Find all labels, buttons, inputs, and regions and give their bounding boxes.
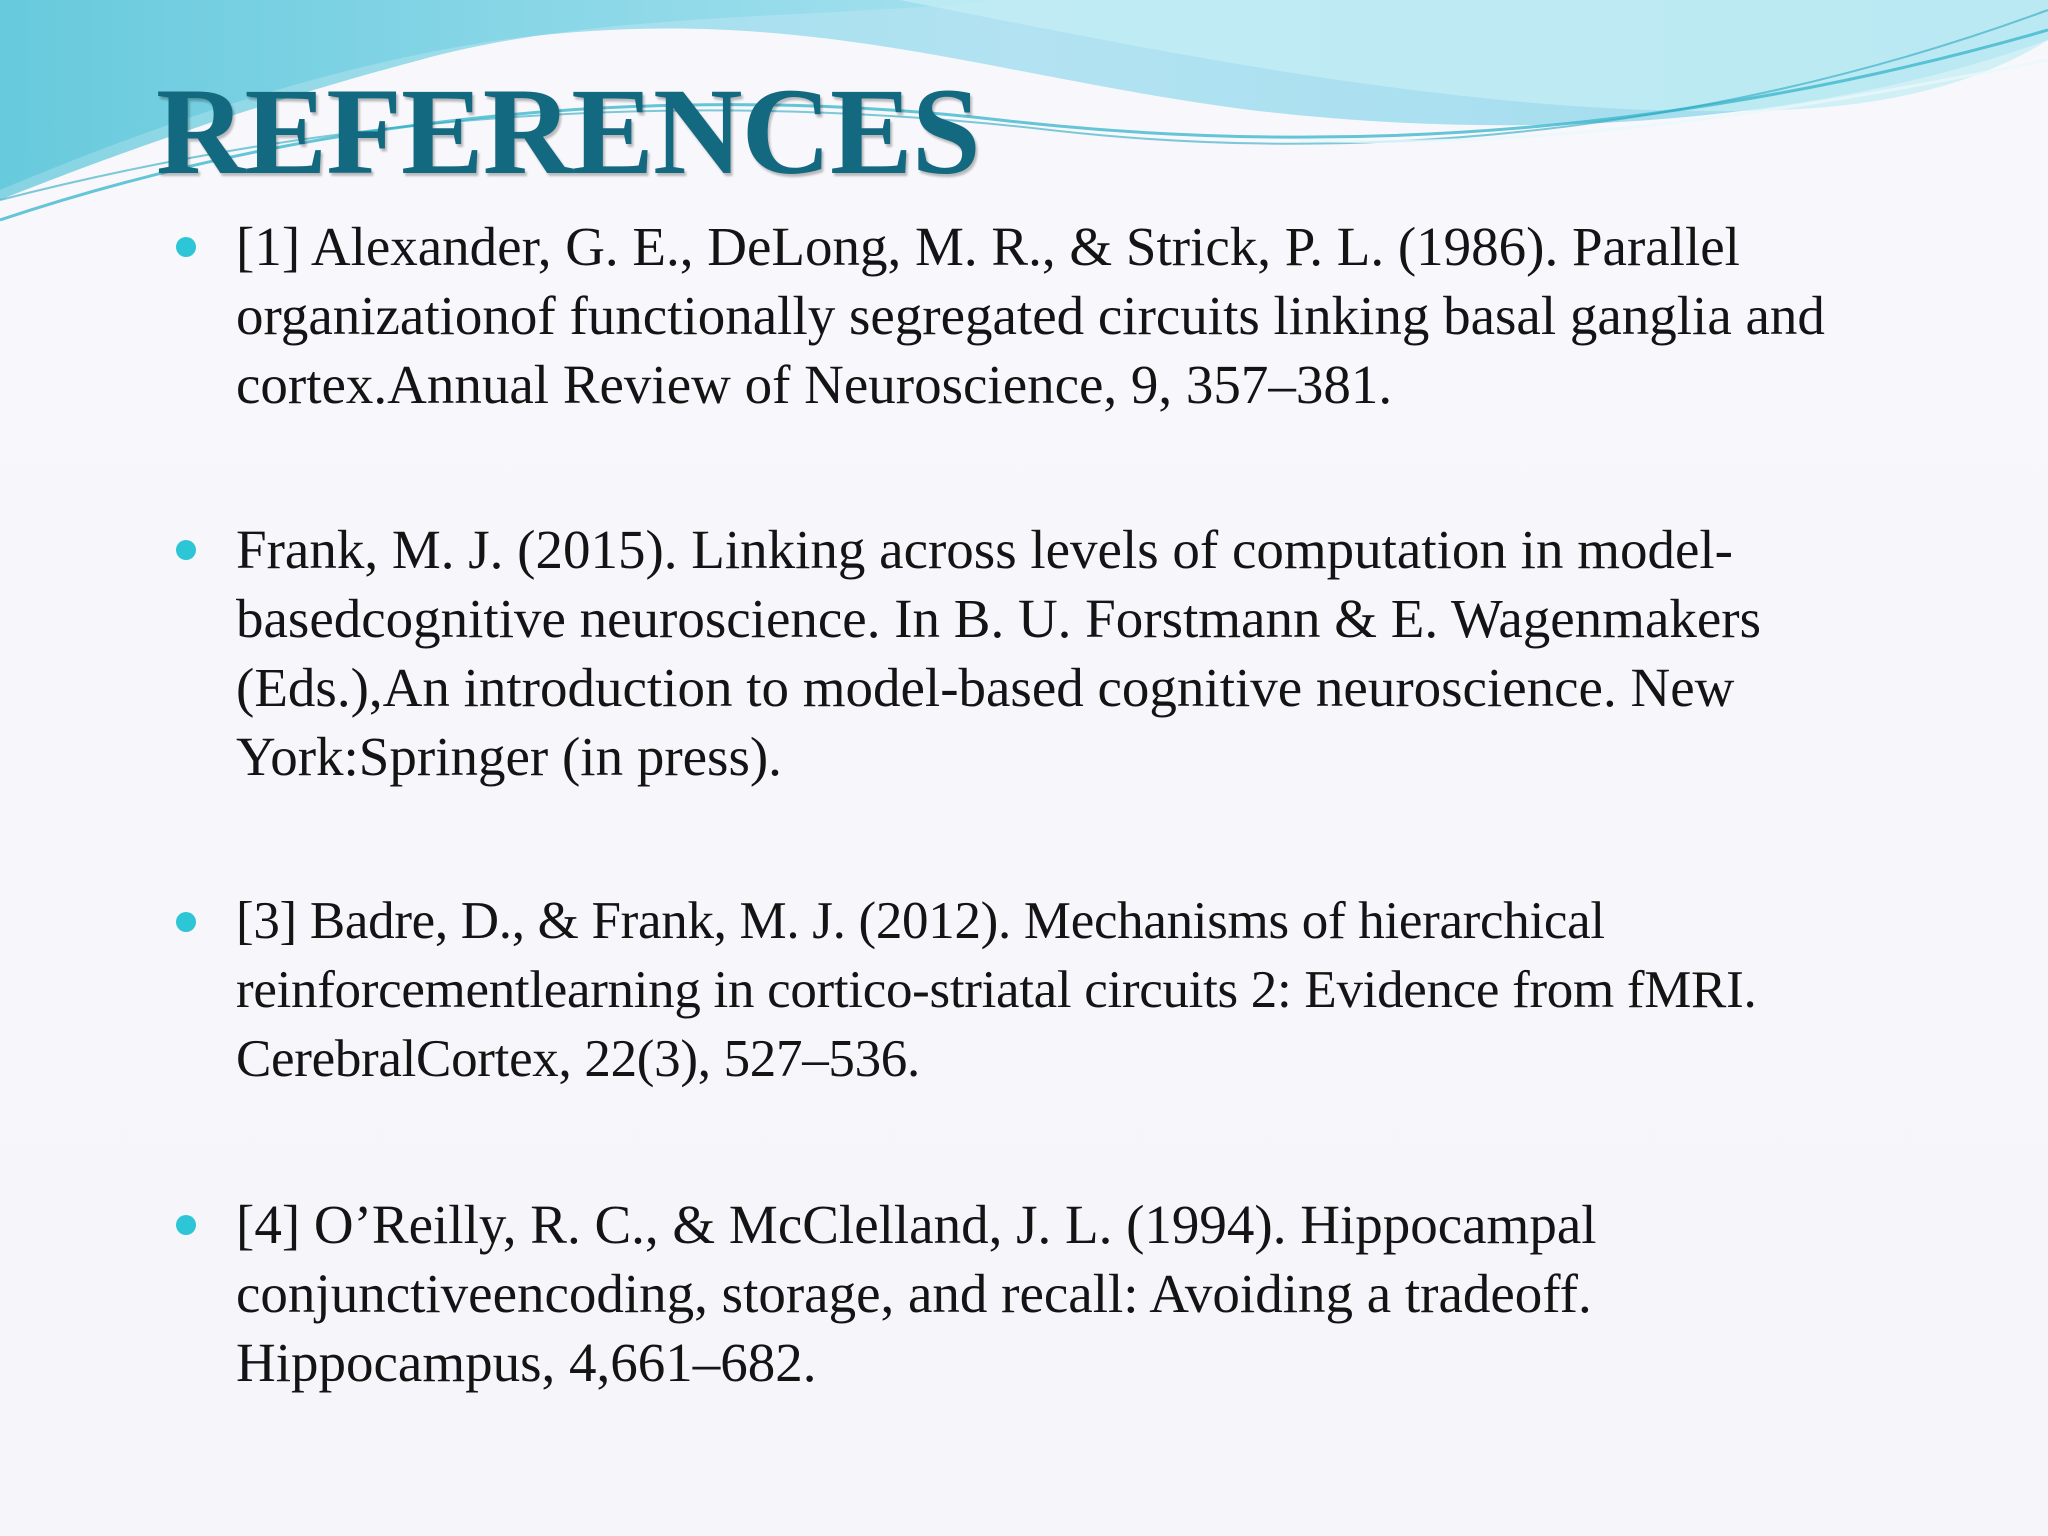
reference-item <box>176 212 1856 419</box>
bullet-icon <box>176 237 196 257</box>
bullet-icon <box>176 540 196 560</box>
reference-text: Frank, M. J. (2015). Linking across levels of computation in model-basedcognitive neuroscience. In B. U. Forstmann & E. Wagenmakers (Eds.),An introduction to model-based cognitive neuroscience. New York:Springer (in press). <box>236 519 1761 787</box>
reference-text: [4] O’Reilly, R. C., & McClelland, J. L. (1994). Hippocampal conjunctiveencoding, storage, and recall: Avoiding a tradeoff. Hippocampus, 4,661–682. <box>236 1194 1597 1393</box>
slide-title: REFERENCES <box>156 63 980 200</box>
bullet-icon <box>176 912 196 932</box>
reference-list <box>176 212 1856 1397</box>
reference-text: [1] Alexander, G. E., DeLong, M. R., & Strick, P. L. (1986). Parallel organizationof functionally segregated circuits linking basal ganglia and cortex.Annual Review of Neuroscience, 9, 357–381. <box>236 216 1825 415</box>
reference-item <box>176 887 1856 1094</box>
reference-item <box>176 515 1856 791</box>
reference-text: [3] Badre, D., & Frank, M. J. (2012). Mechanisms of hierarchical reinforcementlearning in cortico-striatal circuits 2: Evidence from fMRI. CerebralCortex, 22(3), 527–536. <box>236 892 1757 1088</box>
reference-item <box>176 1190 1856 1397</box>
bullet-icon <box>176 1215 196 1235</box>
